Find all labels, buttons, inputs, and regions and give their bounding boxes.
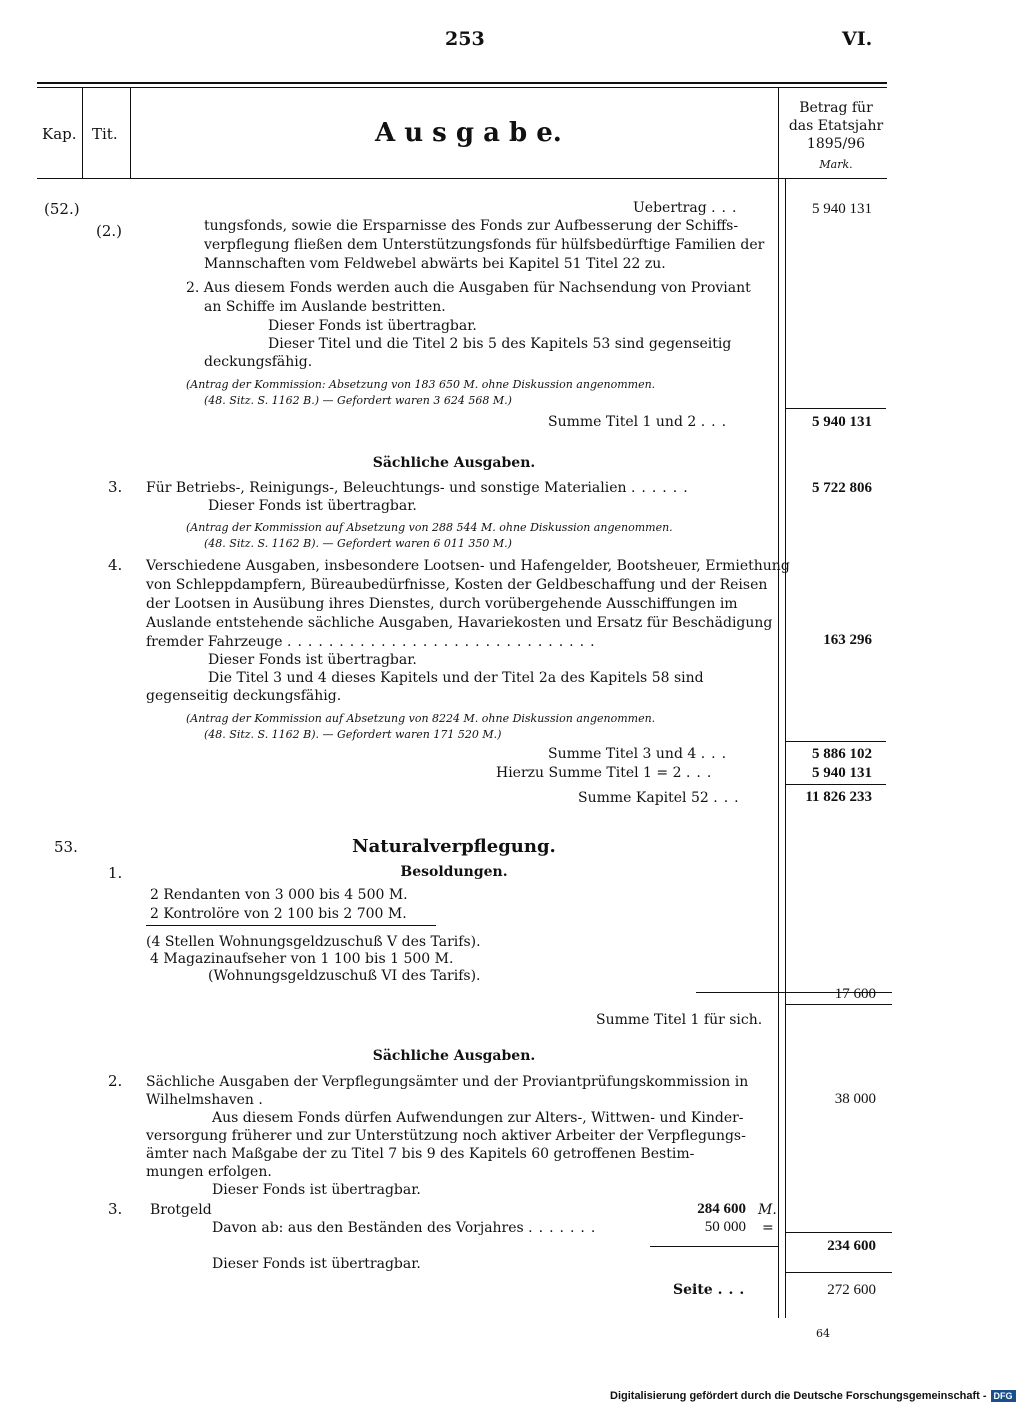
header-title: A u s g a b e. <box>375 118 562 148</box>
k52-p4-line2: deckungsfähig. <box>204 354 313 370</box>
k53-t3-line2-unit: = <box>762 1220 774 1236</box>
kap-53-label: 53. <box>54 838 78 856</box>
k53-t1-line2: 2 Kontrolöre von 2 100 bis 2 700 M. <box>150 906 407 922</box>
k52-t4-line6: Dieser Fonds ist übertragbar. <box>208 652 417 668</box>
tit-2-label: (2.) <box>96 222 123 240</box>
k52-t4-line8: gegenseitig deckungsfähig. <box>146 688 342 704</box>
header-bottom-rule <box>37 178 887 179</box>
seite-amount: 272 600 <box>827 1282 876 1298</box>
summe-titel-3-4-amount: 5 886 102 <box>812 746 872 762</box>
k52-t3-line1: Für Betriebs-, Reinigungs-, Beleuchtungs- und sonstige Materialien ...... <box>146 480 694 496</box>
header-kap: Kap. <box>42 125 77 143</box>
header-amount-l2: das Etatsjahr <box>788 118 884 134</box>
dfg-logo: DFG <box>991 1390 1016 1402</box>
k53-t2-line7: Dieser Fonds ist übertragbar. <box>212 1182 421 1198</box>
k52-t3-line2: Dieser Fonds ist übertragbar. <box>208 498 417 514</box>
k52-t4-line7: Die Titel 3 und 4 dieses Kapitels und der Titel 2a des Kapitels 58 sind <box>208 670 704 686</box>
k53-t2-line5: ämter nach Maßgabe der zu Titel 7 bis 9 des Kapitels 60 getroffenen Bestim- <box>146 1146 695 1162</box>
summe-kapitel-52-label: Summe Kapitel 52 ... <box>578 790 745 806</box>
k52-p2-line2: an Schiffe im Auslande bestritten. <box>204 299 446 315</box>
header-amount-unit: Mark. <box>819 158 853 171</box>
k53-t2-line6: mungen erfolgen. <box>146 1164 272 1180</box>
k53-t1-amount: 17 600 <box>834 986 876 1002</box>
k52-t4-line5: fremder Fahrzeuge .............................. <box>146 634 601 650</box>
k53-t2-line1: Sächliche Ausgaben der Verpflegungsämter und der Proviantprüfungskommission in <box>146 1074 749 1090</box>
k53-t1-line5: (Wohnungsgeldzuschuß VI des Tarifs). <box>208 968 481 984</box>
col-divider-kap <box>82 88 83 179</box>
k53-t2-line4: versorgung früherer und zur Unterstützung noch aktiver Arbeiter der Verpflegungs- <box>146 1128 746 1144</box>
kap-52-label: (52.) <box>44 200 80 218</box>
k52-t4-line1: Verschiedene Ausgaben, insbesondere Lootsen- und Hafengelder, Bootsheuer, Ermiethung <box>146 558 790 574</box>
uebertrag-label: Uebertrag ... <box>633 200 743 216</box>
k53-t3-amount: 234 600 <box>827 1238 876 1254</box>
k53-t3-line2: Davon ab: aus den Beständen des Vorjahres ....... <box>212 1220 602 1236</box>
k53-t3-amount-rule-top <box>786 1232 892 1233</box>
k52-note3-line2: (48. Sitz. S. 1162 B). — Gefordert waren 171 520 M.) <box>204 728 502 741</box>
col-divider-amount <box>778 88 779 1318</box>
seite-rule <box>786 1272 892 1273</box>
k53-t3-line1-unit: M. <box>758 1202 777 1218</box>
k53-saechliche-heading: Sächliche Ausgaben. <box>372 1048 536 1064</box>
k52-p4-line1: Dieser Titel und die Titel 2 bis 5 des Kapitels 53 sind gegenseitig <box>268 336 732 352</box>
k52-t4-line3: der Lootsen in Ausübung ihres Dienstes, durch vorübergehende Ausschiffungen im <box>146 596 738 612</box>
k53-t3-line2-amount: 50 000 <box>704 1219 746 1235</box>
digitization-footer <box>610 1390 1016 1402</box>
k52-p1-line1: tungsfonds, sowie die Ersparnisse des Fonds zur Aufbesserung der Schiffs- <box>204 218 739 234</box>
k53-t1-amount-rule <box>786 1004 892 1005</box>
uebertrag-amount: 5 940 131 <box>812 201 872 217</box>
k52-p1-line2: verpflegung fließen dem Unterstützungsfonds für hülfsbedürftige Familien der <box>204 237 765 253</box>
footer-text: Digitalisierung gefördert durch die Deutsche Forschungsgemeinschaft - <box>610 1390 987 1402</box>
summe-titel-3-4-label: Summe Titel 3 und 4 ... <box>548 746 733 762</box>
top-rule <box>37 82 887 84</box>
k53-t1-line3: (4 Stellen Wohnungsgeldzuschuß V des Tarifs). <box>146 934 481 950</box>
k52-t4-line2: von Schleppdampfern, Büreaubedürfnisse, Kosten der Geldbeschaffung und der Reisen <box>146 577 768 593</box>
header-tit: Tit. <box>92 125 118 143</box>
k53-t3-line3: Dieser Fonds ist übertragbar. <box>212 1256 421 1272</box>
k52-p3: Dieser Fonds ist übertragbar. <box>268 318 477 334</box>
k52-p1-line3: Mannschaften vom Feldwebel abwärts bei Kapitel 51 Titel 22 zu. <box>204 256 666 272</box>
top-rule-thin <box>37 87 887 88</box>
summe34-rule <box>786 741 886 742</box>
k53-t2-amount: 38 000 <box>834 1091 876 1107</box>
k53-t3-line1-amount: 284 600 <box>697 1201 746 1217</box>
k52-tit-4-number: 4. <box>108 556 123 574</box>
summe12-rule <box>786 408 886 409</box>
header-amount-l3: 1895/96 <box>806 136 866 152</box>
summe-titel-1-2-amount: 5 940 131 <box>812 414 872 430</box>
k53-besoldungen-heading: Besoldungen. <box>400 864 508 880</box>
k53-t2-line2: Wilhelmshaven . <box>146 1092 269 1108</box>
k52-note3-line1: (Antrag der Kommission auf Absetzung von 8224 M. ohne Diskussion angenommen. <box>186 712 656 725</box>
k52-note1-line1: (Antrag der Kommission: Absetzung von 183 650 M. ohne Diskussion angenommen. <box>186 378 656 391</box>
k53-title: Naturalverpflegung. <box>352 836 556 857</box>
col-divider-tit <box>130 88 131 179</box>
summe-kapitel-52-amount: 11 826 233 <box>805 789 872 805</box>
k53-tit-1-number: 1. <box>108 864 123 882</box>
seite-label: Seite ... <box>673 1282 751 1298</box>
k53-t1-line4: 4 Magazinaufseher von 1 100 bis 1 500 M. <box>150 951 454 967</box>
k52-t4-amount: 163 296 <box>823 632 872 648</box>
summe-titel-1-fuer-sich: Summe Titel 1 für sich. <box>596 1012 763 1028</box>
k52-t4-line4: Auslande entstehende sächliche Ausgaben, Havariekosten und Ersatz für Beschädigung <box>146 615 773 631</box>
k53-t3-subtotal-rule <box>650 1246 778 1247</box>
page-number: 253 <box>445 28 485 50</box>
summe-titel-1-2-label: Summe Titel 1 und 2 ... <box>548 414 733 430</box>
k52-saechliche-heading: Sächliche Ausgaben. <box>372 455 536 471</box>
k53-t3-line1: Brotgeld <box>150 1202 212 1218</box>
k53-tit-3-number: 3. <box>108 1200 123 1218</box>
k53-t2-line3: Aus diesem Fonds dürfen Aufwendungen zur Alters-, Wittwen- und Kinder- <box>212 1110 744 1126</box>
k52-t3-amount: 5 722 806 <box>812 480 872 496</box>
k52-note1-line2: (48. Sitz. S. 1162 B.) — Gefordert waren 3 624 568 M.) <box>204 394 512 407</box>
k53-t1-underline <box>146 925 436 926</box>
header-amount-l1: Betrag für <box>799 100 873 116</box>
k52-p2-line1: 2. Aus diesem Fonds werden auch die Ausgaben für Nachsendung von Proviant <box>186 280 751 296</box>
hierzu-summe-amount: 5 940 131 <box>812 765 872 781</box>
k53-t1-line1: 2 Rendanten von 3 000 bis 4 500 M. <box>150 887 408 903</box>
k52-note2-line2: (48. Sitz. S. 1162 B). — Gefordert waren 6 011 350 M.) <box>204 537 512 550</box>
k52-note2-line1: (Antrag der Kommission auf Absetzung von 288 544 M. ohne Diskussion angenommen. <box>186 521 673 534</box>
k53-tit-2-number: 2. <box>108 1072 123 1090</box>
k52-tit-3-number: 3. <box>108 478 123 496</box>
sheet-number: 64 <box>816 1327 830 1340</box>
section-number: VI. <box>842 28 873 50</box>
summe-kap-rule <box>786 784 886 785</box>
hierzu-summe-label: Hierzu Summe Titel 1 = 2 ... <box>496 765 718 781</box>
